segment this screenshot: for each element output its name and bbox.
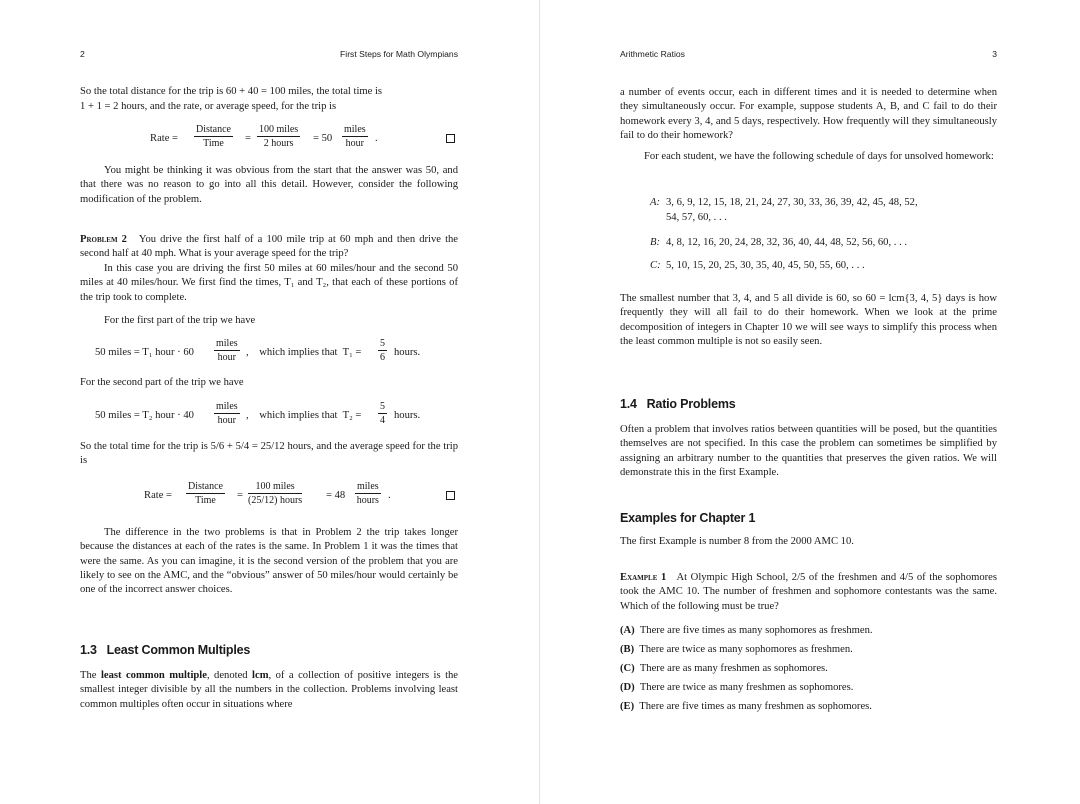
paragraph-events: a number of events occur, each in different times and it is needed to determine when they simultaneously occur. For example, suppose students A, B, and C fail to do their homework every 3, 4, and 5 days, respectively. How frequently will they simultaneously fail to do their homework? (620, 87, 997, 141)
schedule-a-line1: 3, 6, 9, 12, 15, 18, 21, 24, 27, 30, 33, 36, 39, 42, 45, 48, 52, (666, 197, 918, 208)
paragraph-ratio: Often a problem that involves ratios between quantities will be posed, but the quantities themselves are not specified. In this case the problem can sometimes be simplified by assigning an arbitrary number to the quantities that preserves the given ratios. We will demonstrate this in the first Example. (620, 424, 997, 478)
problem-2-text: You drive the first half of a 100 mile trip at 60 mph and then drive the second half at 40 mph. What is your average speed for the trip? (80, 234, 459, 260)
section-1-4-heading: 1.4 Ratio Problems (620, 397, 736, 411)
schedule-c-label: C: (650, 260, 661, 271)
intro-line-2: 1 + 1 = 2 hours, and the rate, or average speed, for the trip is (80, 101, 337, 112)
example-1 (620, 571, 997, 614)
paragraph-obvious: You might be thinking it was obvious from the start that the answer was 50, and that there was no reason to go into all this detail. However, consider the following modification of the problem. (80, 165, 458, 205)
option-e: (E) There are five times as many freshmen as sophomores. (620, 701, 872, 712)
right-page (620, 0, 997, 804)
left-page: 2 First Steps for Math Olympians So the total distance for the trip is 60 + 40 = 100 miles, the total time is 1 + 1 = 2 hours, and the rate, or average speed, for the trip is Rate = Distance Time = 100 miles 2 hours = 50 miles hour . You might be thinking it was obvious from the start that the answer was 50, and that there was no reason to go into all this detail. However, consider the following modification of the problem. Problem 2 You drive the first half of a 100 mile trip at 60 mph and then drive the second half at 40 mph. What is your average speed for the trip? In this case you are driving the first 50 miles at 60 miles/hour and the second 50 miles at 40 miles/hour. We first find the times, T₁ and T₂, that each of these portions of the trip took to complete. For the first part of the trip we have 50 miles = T₁ hour · 60 miles hour , which implies that T₁ = $\frac{5}{6}$ hours. For the second part of the trip we have 50 miles = T₂ hour · 40 miles hour , which implies that T₂ = $\frac{5}{4}$ hours. So the total time for the trip is 5/6 + 5/4 = 25/12 hours, and the average speed for the trip is Rate = Distance Time = 100 miles (25/12) hours = 48 miles hours . The difference in the two problems is that in Problem 2 the trip takes longer because the distances at each of the rates is the same. In Problem 1 it was the times that were the same. As you can imagine, it is the second version of the problem that you are likely to see on the AMC, and the “obvious” answer of 50 miles/hour would certainly be one of the incorrect answer choices. 1.3 Least Common Multiples The least common multiple, denoted lcm, of a collection of positive integers is the smallest integer divisible by all the numbers in the collection. Problems involving least common multiples often occur in situations where (80, 0, 458, 804)
examples-heading: Examples for Chapter 1 (620, 511, 756, 525)
right-page-number: 3 (992, 49, 997, 59)
paragraph-second-part: For the second part of the trip we have (80, 377, 244, 388)
schedule-a-line2: 54, 57, 60, . . . (666, 212, 727, 223)
paragraph-lcm: The least common multiple, denoted lcm, of a collection of positive integers is the smallest integer divisible by all the numbers in the collection. Problems involving least common multiples often occur in situations where (80, 670, 459, 710)
paragraph-difference: The difference in the two problems is that in Problem 2 the trip takes longer because the distances at each of the rates is the same. In Problem 1 it was the times that were the same. As you can imagine, it is the second version of the problem that you are likely to see on the AMC, and the “obvious” answer of 50 miles/hour would certainly be one of the incorrect answer choices. (80, 527, 458, 596)
intro-line-1: So the total distance for the trip is 60 + 40 = 100 miles, the total time is (80, 86, 383, 97)
option-b: (B) There are twice as many sophomores as freshmen. (620, 644, 853, 655)
option-a: (A) There are five times as many sophomores as freshmen. (620, 625, 873, 636)
paragraph-total-time: So the total time for the trip is 5/6 + 5/4 = 25/12 hours, and the average speed for the trip is (80, 441, 458, 467)
option-c: (C) There are as many freshmen as sophomores. (620, 663, 828, 674)
problem-2-label: Problem 2 (80, 234, 127, 245)
schedule-b-label: B: (650, 237, 660, 248)
paragraph-first-part: For the first part of the trip we have (104, 315, 256, 326)
schedule-c-line1: 5, 10, 15, 20, 25, 30, 35, 40, 45, 50, 55, 60, . . . (666, 260, 865, 271)
option-d: (D) There are twice as many freshmen as sophomores. (620, 682, 854, 693)
left-running-title: First Steps for Math Olympians (340, 49, 458, 59)
page-divider (539, 0, 540, 804)
paragraph-schedule: For each student, we have the following schedule of days for unsolved homework: (644, 151, 994, 162)
qed-box (446, 491, 455, 500)
schedule-a-label: A: (650, 197, 660, 208)
qed-box (446, 134, 455, 143)
schedule-b-line1: 4, 8, 12, 16, 20, 24, 28, 32, 36, 40, 44, 48, 52, 56, 60, . . . (666, 237, 908, 248)
right-running-title: Arithmetic Ratios (620, 49, 685, 59)
example-1-text: At Olympic High School, 2/5 of the freshmen and 4/5 of the sophomores took the AMC 10. The number of freshmen and sophomore contestants was the same. Which of the following must be true? (620, 572, 998, 612)
example-1-label: Example 1 (620, 572, 667, 583)
term-lcm: least common multiple (100, 670, 207, 681)
problem-2 (80, 233, 458, 262)
left-page-number: 2 (80, 49, 85, 59)
paragraph-smallest: The smallest number that 3, 4, and 5 all divide is 60, so 60 = lcm{3, 4, 5} days is how frequently they will all fail to do their homework. When we look at the prime decomposition of integers in Chapter 10 we will see ways to simplify this process when the least common multiple is not so easily seen. (620, 293, 997, 347)
paragraph-first-example: The first Example is number 8 from the 2000 AMC 10. (620, 536, 854, 547)
section-1-3-heading: 1.3 Least Common Multiples (80, 643, 251, 657)
paragraph-case: In this case you are driving the first 50 miles at 60 miles/hour and the second 50 miles at 40 miles/hour. We first find the times, T₁ and T₂, that each of these portions of the trip took to complete. (80, 263, 458, 303)
